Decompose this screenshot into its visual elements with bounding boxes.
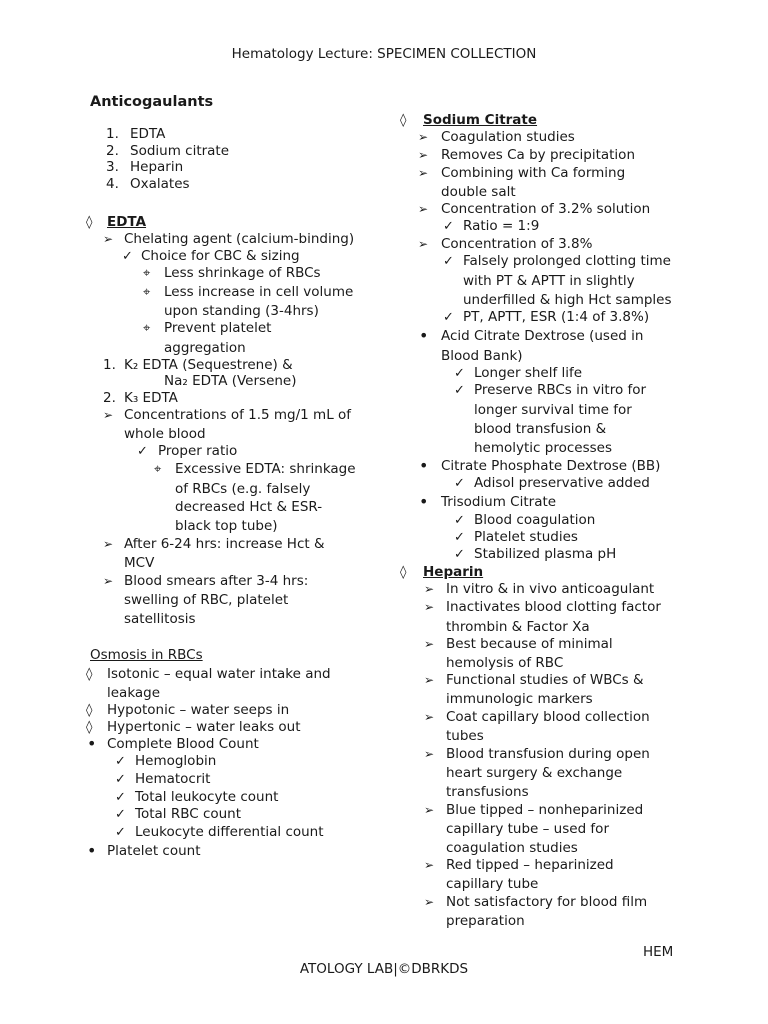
text-line: hemolysis of RBC: [446, 655, 564, 671]
bullet-icon: •: [87, 734, 97, 753]
text-line: Less increase in cell volume: [164, 284, 354, 300]
arrow-bullet-icon: ➢: [424, 747, 435, 761]
cross-bullet-icon: ⌖: [154, 462, 162, 477]
arrow-bullet-icon: ➢: [424, 858, 435, 872]
text-line: Concentrations of 1.5 mg/1 mL of: [124, 407, 352, 423]
text-line: After 6-24 hrs: increase Hct &: [124, 536, 325, 552]
arrow-bullet-icon: ➢: [424, 600, 435, 614]
text-line: Functional studies of WBCs &: [446, 672, 644, 688]
text-line: Citrate Phosphate Dextrose (BB): [441, 458, 661, 474]
text-line: thrombin & Factor Xa: [446, 619, 590, 635]
text-line: immunologic markers: [446, 691, 593, 707]
check-icon: ✓: [454, 383, 465, 398]
heparin-heading: Heparin: [423, 564, 484, 580]
text-line: tubes: [446, 728, 484, 744]
text-line: with PT & APTT in slightly: [463, 273, 635, 289]
text-line: Combining with Ca forming: [441, 165, 626, 181]
list-item: EDTA: [130, 126, 166, 142]
diamond-icon: ◊: [86, 703, 93, 718]
text-line: Red tipped – heparinized: [446, 857, 614, 873]
text-line: Blood Bank): [441, 348, 523, 364]
arrow-bullet-icon: ➢: [103, 232, 114, 246]
text-line: leakage: [107, 685, 161, 701]
text-line: PT, APTT, ESR (1:4 of 3.8%): [463, 309, 650, 325]
list-number: 1.: [103, 357, 116, 373]
bullet-icon: •: [419, 456, 429, 475]
check-icon: ✓: [454, 547, 465, 562]
osmosis-heading: Osmosis in RBCs: [90, 647, 203, 663]
check-icon: ✓: [115, 790, 126, 805]
arrow-bullet-icon: ➢: [418, 130, 429, 144]
text-line: aggregation: [164, 340, 246, 356]
page-footer: ATOLOGY LAB|©DBRKDS: [299, 961, 469, 977]
list-item: Sodium citrate: [130, 143, 230, 159]
check-icon: ✓: [115, 754, 126, 769]
text-line: preparation: [446, 913, 525, 929]
text-line: Coagulation studies: [441, 129, 575, 145]
text-line: Concentration of 3.2% solution: [441, 201, 651, 217]
text-line: Stabilized plasma pH: [474, 546, 617, 562]
text-line: MCV: [124, 555, 155, 571]
check-icon: ✓: [115, 825, 126, 840]
check-icon: ✓: [454, 513, 465, 528]
diamond-icon: ◊: [86, 667, 93, 682]
text-line: longer survival time for: [474, 402, 632, 418]
text-line: Adisol preservative added: [474, 475, 650, 491]
arrow-bullet-icon: ➢: [424, 637, 435, 651]
arrow-bullet-icon: ➢: [103, 537, 114, 551]
text-line: Na₂ EDTA (Versene): [164, 373, 297, 389]
cross-bullet-icon: ⌖: [143, 266, 151, 281]
text-line: Prevent platelet: [164, 320, 272, 336]
text-line: heart surgery & exchange: [446, 765, 623, 781]
diamond-icon: ◊: [86, 720, 93, 735]
arrow-bullet-icon: ➢: [418, 202, 429, 216]
cross-bullet-icon: ⌖: [143, 285, 151, 300]
list-number: 1.: [106, 126, 119, 142]
text-line: black top tube): [175, 518, 278, 534]
text-line: Concentration of 3.8%: [441, 236, 593, 252]
text-line: double salt: [441, 184, 516, 200]
bullet-icon: •: [87, 841, 97, 860]
text-line: Proper ratio: [158, 443, 238, 459]
text-line: Less shrinkage of RBCs: [164, 265, 321, 281]
text-line: Hypotonic – water seeps in: [107, 702, 290, 718]
text-line: satellitosis: [124, 611, 196, 627]
text-line: transfusions: [446, 784, 529, 800]
text-line: Not satisfactory for blood film: [446, 894, 648, 910]
text-line: swelling of RBC, platelet: [124, 592, 289, 608]
check-icon: ✓: [122, 249, 133, 264]
check-icon: ✓: [137, 444, 148, 459]
anticoagulants-heading: Anticogaulants: [90, 94, 214, 110]
check-icon: ✓: [443, 310, 454, 325]
check-icon: ✓: [443, 219, 454, 234]
list-item: Hematocrit: [135, 771, 211, 787]
text-line: Blood coagulation: [474, 512, 596, 528]
arrow-bullet-icon: ➢: [424, 710, 435, 724]
list-item: Total RBC count: [135, 806, 242, 822]
text-line: Isotonic – equal water intake and: [107, 666, 331, 682]
text-line: upon standing (3-4hrs): [164, 303, 319, 319]
arrow-bullet-icon: ➢: [424, 895, 435, 909]
text-line: Removes Ca by precipitation: [441, 147, 635, 163]
text-line: Falsely prolonged clotting time: [463, 253, 671, 269]
text-line: Hypertonic – water leaks out: [107, 719, 301, 735]
check-icon: ✓: [454, 476, 465, 491]
diamond-icon: ◊: [400, 565, 407, 580]
sodium-citrate-heading: Sodium Citrate: [423, 112, 538, 128]
text-line: Longer shelf life: [474, 365, 583, 381]
text-line: Acid Citrate Dextrose (used in: [441, 328, 644, 344]
text-line: capillary tube: [446, 876, 539, 892]
check-icon: ✓: [443, 254, 454, 269]
arrow-bullet-icon: ➢: [103, 574, 114, 588]
text-line: decreased Hct & ESR-: [175, 499, 323, 515]
bullet-icon: •: [419, 492, 429, 511]
text-line: coagulation studies: [446, 840, 578, 856]
text-line: Platelet count: [107, 843, 201, 859]
page-header: Hematology Lecture: SPECIMEN COLLECTION: [231, 46, 537, 62]
diamond-icon: ◊: [86, 215, 93, 230]
text-line: underfilled & high Hct samples: [463, 292, 672, 308]
edta-heading: EDTA: [107, 214, 147, 230]
text-line: Blood transfusion during open: [446, 746, 650, 762]
arrow-bullet-icon: ➢: [418, 166, 429, 180]
list-number: 4.: [106, 176, 119, 192]
text-line: K₃ EDTA: [124, 390, 178, 406]
text-line: Choice for CBC & sizing: [141, 248, 300, 264]
text-line: Best because of minimal: [446, 636, 613, 652]
check-icon: ✓: [115, 772, 126, 787]
diamond-icon: ◊: [400, 113, 407, 128]
list-item: Oxalates: [130, 176, 190, 192]
list-item: Leukocyte differential count: [135, 824, 324, 840]
list-item: Total leukocyte count: [135, 789, 279, 805]
text-line: In vitro & in vivo anticoagulant: [446, 581, 655, 597]
text-line: Blue tipped – nonheparinized: [446, 802, 644, 818]
arrow-bullet-icon: ➢: [418, 148, 429, 162]
text-line: blood transfusion &: [474, 421, 607, 437]
text-line: Excessive EDTA: shrinkage: [175, 461, 356, 477]
list-item: Hemoglobin: [135, 753, 217, 769]
arrow-bullet-icon: ➢: [424, 582, 435, 596]
text-line: of RBCs (e.g. falsely: [175, 481, 311, 497]
check-icon: ✓: [115, 807, 126, 822]
arrow-bullet-icon: ➢: [424, 673, 435, 687]
text-line: Inactivates blood clotting factor: [446, 599, 661, 615]
list-number: 2.: [103, 390, 116, 406]
text-line: Preserve RBCs in vitro for: [474, 382, 647, 398]
text-line: K₂ EDTA (Sequestrene) &: [124, 357, 293, 373]
text-line: Ratio = 1:9: [463, 218, 540, 234]
text-line: Trisodium Citrate: [441, 494, 557, 510]
text-line: Blood smears after 3-4 hrs:: [124, 573, 309, 589]
arrow-bullet-icon: ➢: [424, 803, 435, 817]
text-line: Coat capillary blood collection: [446, 709, 650, 725]
arrow-bullet-icon: ➢: [418, 237, 429, 251]
list-item: Heparin: [130, 159, 184, 175]
list-number: 2.: [106, 143, 119, 159]
text-line: Chelating agent (calcium-binding): [124, 231, 355, 247]
bullet-icon: •: [419, 326, 429, 345]
arrow-bullet-icon: ➢: [103, 408, 114, 422]
check-icon: ✓: [454, 366, 465, 381]
cross-bullet-icon: ⌖: [143, 321, 151, 336]
text-line: hemolytic processes: [474, 440, 612, 456]
footer-right-text: HEM: [643, 944, 674, 960]
text-line: Platelet studies: [474, 529, 578, 545]
check-icon: ✓: [454, 530, 465, 545]
list-number: 3.: [106, 159, 119, 175]
text-line: whole blood: [124, 426, 206, 442]
text-line: Complete Blood Count: [107, 736, 259, 752]
text-line: capillary tube – used for: [446, 821, 609, 837]
